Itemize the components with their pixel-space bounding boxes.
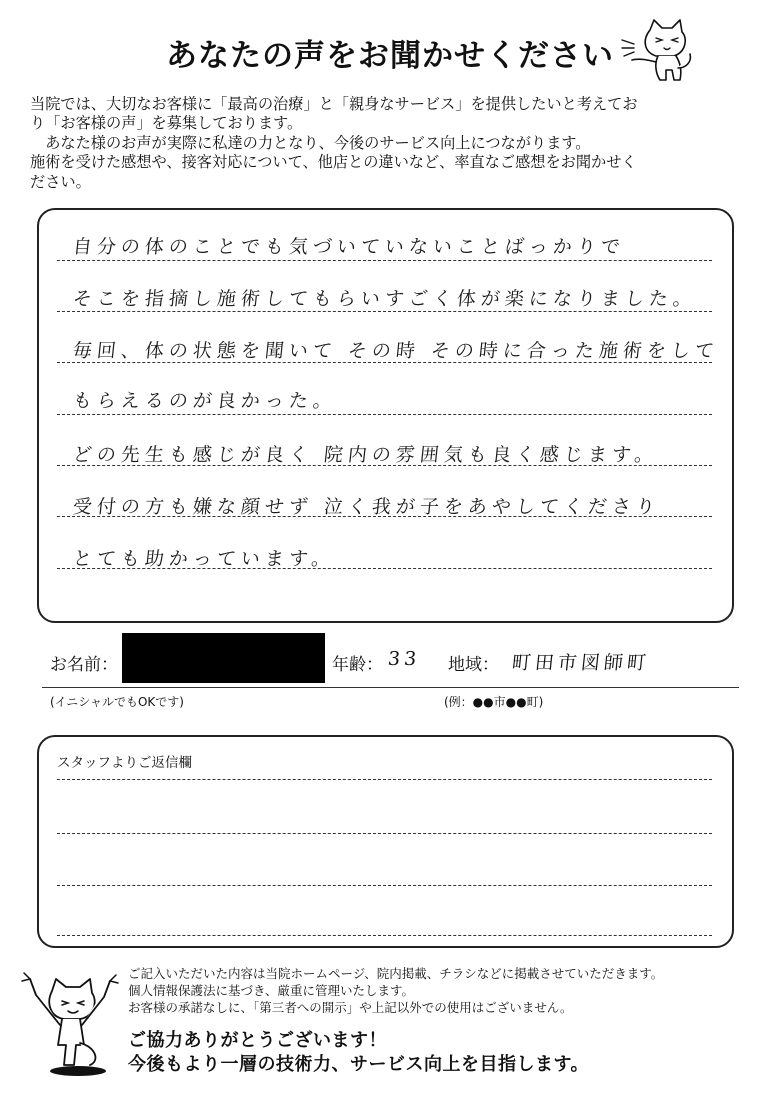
staff-reply-box[interactable] xyxy=(37,735,734,948)
age-label: 年齢： xyxy=(332,655,383,675)
writing-line xyxy=(57,414,712,415)
comment-line-5: どの先生も感じが良く 院内の雰囲気も良く感じます。 xyxy=(71,444,660,466)
intro-line-2: り「お客様の声」を募集しております。 xyxy=(30,114,303,132)
thanks-line-1: ご協力ありがとうございます！ xyxy=(128,1030,387,1051)
age-value[interactable]: 33 xyxy=(386,648,422,670)
writing-line xyxy=(57,260,712,261)
intro-line-1: 当院では、大切なお客様に「最高の治療」と「親身なサービス」を提供したいと考えてお xyxy=(30,95,638,113)
comment-line-4: もらえるのが良かった。 xyxy=(71,390,339,412)
comment-line-1: 自分の体のことでも気づいていないことばっかりで xyxy=(71,236,627,258)
comment-line-7: とても助かっています。 xyxy=(71,548,337,570)
writing-line xyxy=(57,516,712,517)
page-title: あなたの声をお聞かせください xyxy=(166,38,614,74)
name-label: お名前： xyxy=(50,655,118,675)
writing-line xyxy=(57,885,712,886)
writing-line xyxy=(57,465,712,466)
writing-line xyxy=(57,311,712,312)
cheering-cat-icon xyxy=(18,965,126,1080)
comment-box[interactable] xyxy=(37,208,734,623)
initial-note: (イニシャルでもOKです) xyxy=(50,695,184,709)
thanks-line-2: 今後もより一層の技術力、サービス向上を目指します。 xyxy=(128,1054,590,1075)
writing-line xyxy=(57,833,712,834)
comment-line-2: そこを指摘し施術してもらいすごく体が楽になりました。 xyxy=(71,288,699,310)
footer-note-3: お客様の承諾なしに、「第三者への開示」や上記以外での使用はございません。 xyxy=(128,1000,573,1015)
region-example: (例：●●市●●町) xyxy=(444,695,544,709)
intro-line-4: 施術を受けた感想や、接客対応について、他店との違いなど、率直なご感想をお聞かせく xyxy=(30,153,637,171)
writing-line xyxy=(57,935,712,936)
comment-line-3: 毎回、体の状態を聞いて その時 その時に合った施術をして xyxy=(71,340,721,362)
footer-note-1: ご記入いただいた内容は当院ホームページ、院内掲載、チラシなどに掲載させていただきます。 xyxy=(128,966,664,981)
info-underline xyxy=(42,687,739,688)
cat-mascot-icon xyxy=(620,18,698,84)
region-label: 地域： xyxy=(448,655,499,675)
writing-line xyxy=(57,362,712,363)
writing-line xyxy=(57,568,712,569)
staff-reply-title: スタッフよりご返信欄 xyxy=(57,755,192,771)
intro-line-3: あなた様のお声が実際に私達の力となり、今後のサービス向上につながります。 xyxy=(30,134,591,152)
intro-line-5: ださい。 xyxy=(30,173,91,191)
comment-line-6: 受付の方も嫌な顔せず 泣く我が子をあやしてくださり xyxy=(71,496,662,518)
name-field-redacted[interactable] xyxy=(122,633,325,683)
region-value[interactable]: 町田市図師町 xyxy=(510,652,652,674)
footer-note-2: 個人情報保護法に基づき、厳重に管理いたします。 xyxy=(128,983,415,998)
writing-line xyxy=(57,779,712,780)
